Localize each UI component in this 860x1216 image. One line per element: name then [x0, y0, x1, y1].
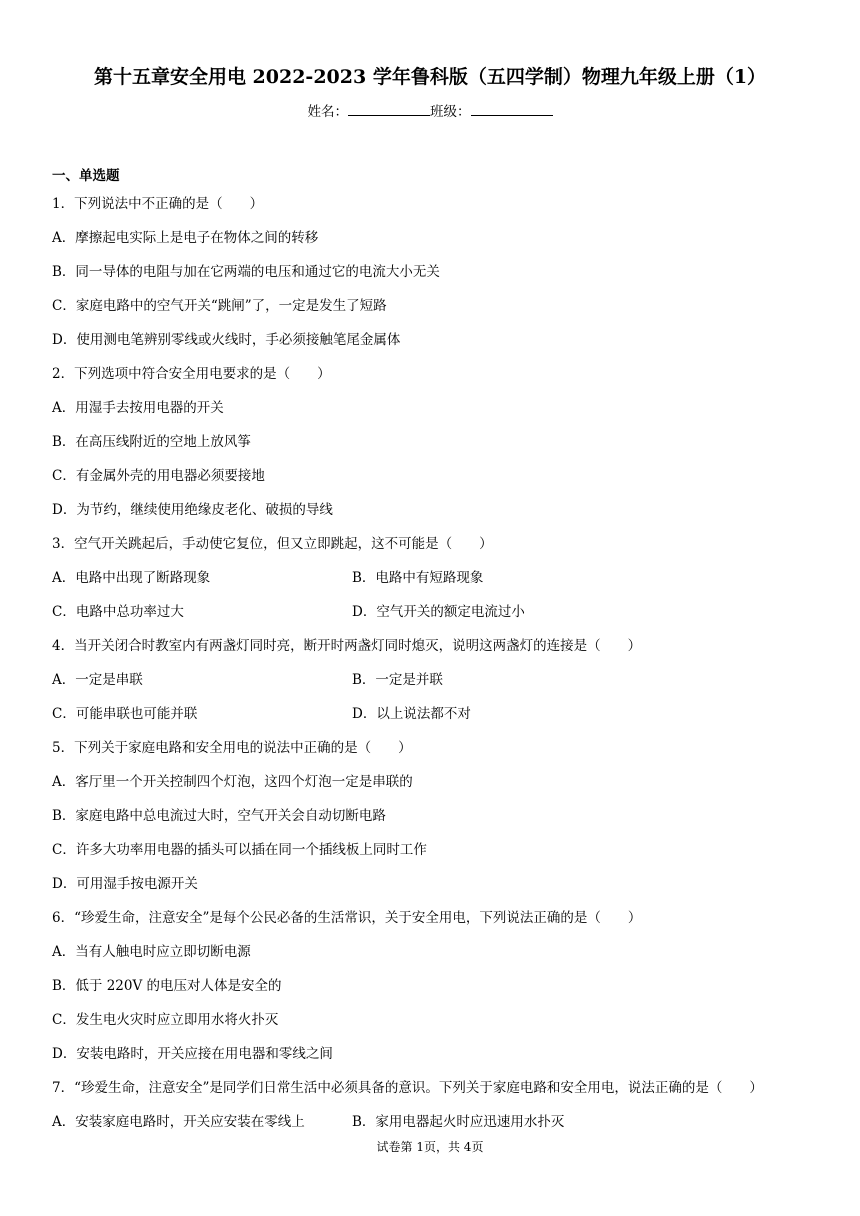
option-c: C．家庭电路中的空气开关“跳闸”了，一定是发生了短路 — [52, 298, 387, 314]
option-b: B．在高压线附近的空地上放风筝 — [52, 434, 251, 450]
name-blank[interactable] — [348, 103, 430, 116]
question-stem: 6．“珍爱生命，注意安全”是每个公民必备的生活常识，关于安全用电，下列说法正确的是（ ） — [52, 910, 642, 926]
option-d: D．可用湿手按电源开关 — [52, 876, 198, 892]
option-b: B．同一导体的电阻与加在它两端的电压和通过它的电流大小无关 — [52, 264, 440, 280]
option-c: C．可能串联也可能并联 — [52, 706, 198, 722]
option-a: A．当有人触电时应立即切断电源 — [52, 944, 251, 960]
option-b: B．家用电器起火时应迅速用水扑灭 — [352, 1114, 565, 1130]
option-row — [52, 663, 812, 697]
question-stem: 4．当开关闭合时教室内有两盏灯同时亮，断开时两盏灯同时熄灭，说明这两盏灯的连接是（ ） — [52, 638, 642, 654]
option-d: D．安装电路时，开关应接在用电器和零线之间 — [52, 1046, 333, 1062]
option-c: C．许多大功率用电器的插头可以插在同一个插线板上同时工作 — [52, 842, 427, 858]
question-stem: 7．“珍爱生命，注意安全”是同学们日常生活中必须具备的意识。下列关于家庭电路和安全用电，说法正确的是（ ） — [52, 1080, 763, 1096]
question-stem: 5．下列关于家庭电路和安全用电的说法中正确的是（ ） — [52, 740, 412, 756]
option-d: D．空气开关的额定电流过小 — [352, 604, 525, 620]
option-c: C．电路中总功率过大 — [52, 604, 184, 620]
option-b: B．一定是并联 — [352, 672, 443, 688]
option-a: A．安装家庭电路时，开关应安装在零线上 — [52, 1114, 305, 1130]
option-b: B．低于 220V 的电压对人体是安全的 — [52, 978, 282, 994]
option-d: D．为节约，继续使用绝缘皮老化、破损的导线 — [52, 502, 333, 518]
option-a: A．摩擦起电实际上是电子在物体之间的转移 — [52, 230, 319, 246]
class-label: 班级： — [430, 104, 471, 120]
section-heading: 一、单选题 — [52, 168, 120, 184]
option-a: A．用湿手去按用电器的开关 — [52, 400, 224, 416]
page-title: 第十五章安全用电 2022-2023 学年鲁科版（五四学制）物理九年级上册（1） — [93, 66, 767, 88]
option-row — [52, 561, 812, 595]
option-a: A．电路中出现了断路现象 — [52, 570, 211, 586]
option-c: C．有金属外壳的用电器必须要接地 — [52, 468, 265, 484]
option-b: B．家庭电路中总电流过大时，空气开关会自动切断电路 — [52, 808, 386, 824]
option-d: D．使用测电笔辨别零线或火线时，手必须接触笔尾金属体 — [52, 332, 401, 348]
option-row — [52, 595, 812, 629]
option-c: C．发生电火灾时应立即用水将火扑灭 — [52, 1012, 279, 1028]
option-row — [52, 697, 812, 731]
question-stem: 2．下列选项中符合安全用电要求的是（ ） — [52, 366, 331, 382]
option-a: A．一定是串联 — [52, 672, 143, 688]
page-footer: 试卷第 1页，共 4页 — [376, 1140, 484, 1154]
question-stem: 1．下列说法中不正确的是（ ） — [52, 196, 264, 212]
class-blank[interactable] — [471, 103, 553, 116]
option-row — [52, 1105, 812, 1139]
name-label: 姓名： — [307, 104, 348, 120]
option-a: A．客厅里一个开关控制四个灯泡，这四个灯泡一定是串联的 — [52, 774, 413, 790]
option-b: B．电路中有短路现象 — [352, 570, 484, 586]
question-stem: 3．空气开关跳起后，手动使它复位，但又立即跳起，这不可能是（ ） — [52, 536, 493, 552]
student-info — [0, 100, 860, 120]
question-list — [52, 165, 812, 1139]
option-d: D．以上说法都不对 — [352, 706, 471, 722]
